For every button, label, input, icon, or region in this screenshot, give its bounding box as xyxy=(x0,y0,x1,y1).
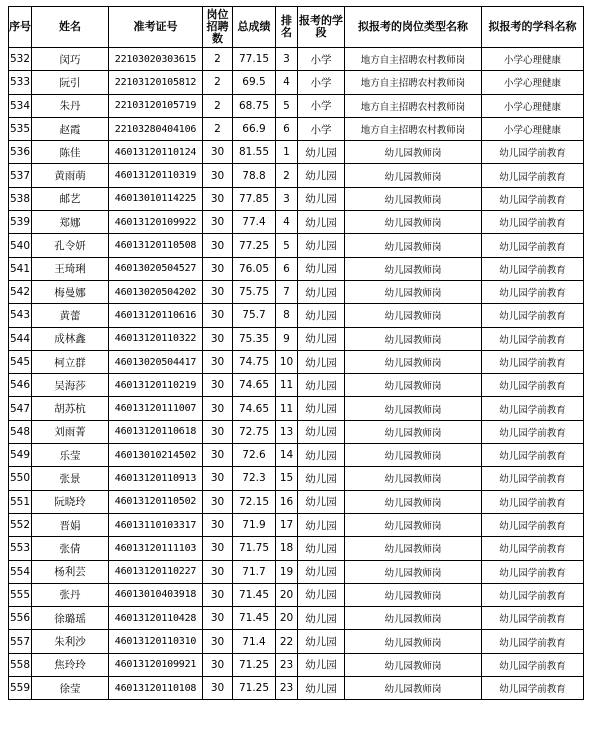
cell-post-type: 幼儿园教师岗 xyxy=(345,211,482,234)
cell-rank: 6 xyxy=(276,257,298,280)
header-name: 姓名 xyxy=(32,7,109,48)
cell-stage: 幼儿园 xyxy=(298,630,345,653)
cell-rank: 23 xyxy=(276,653,298,676)
cell-exam-id: 22103280404106 xyxy=(109,117,203,140)
cell-subject: 小学心理健康 xyxy=(482,117,584,140)
cell-name: 柯立群 xyxy=(32,350,109,373)
cell-post-type: 幼儿园教师岗 xyxy=(345,164,482,187)
cell-stage: 幼儿园 xyxy=(298,141,345,164)
cell-rank: 22 xyxy=(276,630,298,653)
cell-name: 吴海莎 xyxy=(32,374,109,397)
table-row xyxy=(9,211,584,234)
cell-exam-id: 46013120111007 xyxy=(109,397,203,420)
cell-subject: 幼儿园学前教育 xyxy=(482,630,584,653)
cell-subject: 幼儿园学前教育 xyxy=(482,677,584,700)
cell-post-type: 幼儿园教师岗 xyxy=(345,280,482,303)
cell-serial-no: 536 xyxy=(9,141,32,164)
cell-post-type: 幼儿园教师岗 xyxy=(345,234,482,257)
cell-positions: 30 xyxy=(203,211,233,234)
cell-exam-id: 46013120109921 xyxy=(109,653,203,676)
cell-serial-no: 545 xyxy=(9,350,32,373)
cell-rank: 5 xyxy=(276,94,298,117)
cell-total-score: 71.25 xyxy=(233,653,276,676)
cell-serial-no: 538 xyxy=(9,187,32,210)
cell-subject: 幼儿园学前教育 xyxy=(482,513,584,536)
cell-name: 乐莹 xyxy=(32,444,109,467)
cell-exam-id: 46013120110428 xyxy=(109,607,203,630)
cell-exam-id: 46013120110508 xyxy=(109,234,203,257)
cell-serial-no: 535 xyxy=(9,117,32,140)
cell-stage: 幼儿园 xyxy=(298,280,345,303)
cell-rank: 23 xyxy=(276,677,298,700)
cell-name: 孔令妍 xyxy=(32,234,109,257)
cell-stage: 幼儿园 xyxy=(298,327,345,350)
cell-subject: 幼儿园学前教育 xyxy=(482,653,584,676)
cell-serial-no: 542 xyxy=(9,280,32,303)
cell-stage: 幼儿园 xyxy=(298,677,345,700)
cell-exam-id: 46013120110219 xyxy=(109,374,203,397)
table-row xyxy=(9,630,584,653)
cell-stage: 幼儿园 xyxy=(298,583,345,606)
cell-subject: 幼儿园学前教育 xyxy=(482,607,584,630)
cell-rank: 18 xyxy=(276,537,298,560)
table-row xyxy=(9,350,584,373)
cell-name: 张景 xyxy=(32,467,109,490)
cell-name: 黄蕾 xyxy=(32,304,109,327)
cell-subject: 幼儿园学前教育 xyxy=(482,490,584,513)
cell-serial-no: 540 xyxy=(9,234,32,257)
cell-rank: 2 xyxy=(276,164,298,187)
cell-post-type: 幼儿园教师岗 xyxy=(345,677,482,700)
cell-total-score: 74.75 xyxy=(233,350,276,373)
cell-stage: 幼儿园 xyxy=(298,420,345,443)
cell-subject: 幼儿园学前教育 xyxy=(482,537,584,560)
cell-rank: 11 xyxy=(276,397,298,420)
header-post-type: 拟报考的岗位类型名称 xyxy=(345,7,482,48)
table-row xyxy=(9,397,584,420)
cell-positions: 30 xyxy=(203,164,233,187)
cell-total-score: 75.75 xyxy=(233,280,276,303)
table-row xyxy=(9,187,584,210)
cell-serial-no: 553 xyxy=(9,537,32,560)
cell-name: 杨利芸 xyxy=(32,560,109,583)
cell-subject: 幼儿园学前教育 xyxy=(482,420,584,443)
table-row xyxy=(9,374,584,397)
cell-rank: 16 xyxy=(276,490,298,513)
cell-positions: 30 xyxy=(203,397,233,420)
cell-stage: 小学 xyxy=(298,94,345,117)
cell-positions: 30 xyxy=(203,350,233,373)
cell-positions: 30 xyxy=(203,304,233,327)
cell-positions: 30 xyxy=(203,677,233,700)
cell-total-score: 77.4 xyxy=(233,211,276,234)
cell-total-score: 75.35 xyxy=(233,327,276,350)
cell-total-score: 71.45 xyxy=(233,583,276,606)
cell-positions: 30 xyxy=(203,583,233,606)
cell-exam-id: 46013120110618 xyxy=(109,420,203,443)
cell-total-score: 81.55 xyxy=(233,141,276,164)
table-row xyxy=(9,560,584,583)
cell-subject: 幼儿园学前教育 xyxy=(482,327,584,350)
cell-subject: 幼儿园学前教育 xyxy=(482,467,584,490)
cell-total-score: 74.65 xyxy=(233,374,276,397)
cell-total-score: 71.45 xyxy=(233,607,276,630)
table-row xyxy=(9,304,584,327)
cell-positions: 2 xyxy=(203,48,233,71)
cell-total-score: 72.3 xyxy=(233,467,276,490)
cell-stage: 幼儿园 xyxy=(298,607,345,630)
cell-exam-id: 46013120110502 xyxy=(109,490,203,513)
cell-stage: 幼儿园 xyxy=(298,234,345,257)
cell-total-score: 71.25 xyxy=(233,677,276,700)
header-stage: 报考的学段 xyxy=(298,7,345,48)
cell-name: 闵巧 xyxy=(32,48,109,71)
cell-total-score: 71.75 xyxy=(233,537,276,560)
cell-total-score: 68.75 xyxy=(233,94,276,117)
cell-stage: 小学 xyxy=(298,48,345,71)
cell-post-type: 幼儿园教师岗 xyxy=(345,513,482,536)
cell-rank: 17 xyxy=(276,513,298,536)
cell-total-score: 72.15 xyxy=(233,490,276,513)
cell-positions: 30 xyxy=(203,187,233,210)
cell-positions: 30 xyxy=(203,234,233,257)
cell-stage: 幼儿园 xyxy=(298,537,345,560)
cell-subject: 小学心理健康 xyxy=(482,71,584,94)
cell-serial-no: 532 xyxy=(9,48,32,71)
cell-subject: 幼儿园学前教育 xyxy=(482,141,584,164)
cell-name: 邮艺 xyxy=(32,187,109,210)
cell-positions: 2 xyxy=(203,117,233,140)
table-row xyxy=(9,94,584,117)
cell-post-type: 幼儿园教师岗 xyxy=(345,467,482,490)
cell-subject: 幼儿园学前教育 xyxy=(482,257,584,280)
table-row xyxy=(9,48,584,71)
table-row xyxy=(9,327,584,350)
cell-total-score: 71.7 xyxy=(233,560,276,583)
cell-serial-no: 554 xyxy=(9,560,32,583)
header-positions: 岗位招聘数 xyxy=(203,7,233,48)
cell-name: 王琦琍 xyxy=(32,257,109,280)
cell-serial-no: 552 xyxy=(9,513,32,536)
cell-subject: 幼儿园学前教育 xyxy=(482,397,584,420)
cell-total-score: 72.6 xyxy=(233,444,276,467)
cell-name: 梅曼娜 xyxy=(32,280,109,303)
cell-name: 陈佳 xyxy=(32,141,109,164)
results-table xyxy=(8,6,584,700)
cell-subject: 幼儿园学前教育 xyxy=(482,280,584,303)
cell-name: 晋娟 xyxy=(32,513,109,536)
cell-exam-id: 46013120110913 xyxy=(109,467,203,490)
cell-post-type: 地方自主招聘农村教师岗 xyxy=(345,117,482,140)
cell-serial-no: 547 xyxy=(9,397,32,420)
cell-serial-no: 544 xyxy=(9,327,32,350)
table-row xyxy=(9,677,584,700)
cell-positions: 2 xyxy=(203,71,233,94)
cell-rank: 10 xyxy=(276,350,298,373)
cell-positions: 30 xyxy=(203,141,233,164)
cell-rank: 3 xyxy=(276,48,298,71)
cell-total-score: 71.9 xyxy=(233,513,276,536)
cell-post-type: 幼儿园教师岗 xyxy=(345,187,482,210)
cell-post-type: 幼儿园教师岗 xyxy=(345,327,482,350)
table-row xyxy=(9,607,584,630)
cell-subject: 小学心理健康 xyxy=(482,94,584,117)
cell-total-score: 74.65 xyxy=(233,397,276,420)
cell-name: 张丹 xyxy=(32,583,109,606)
cell-serial-no: 550 xyxy=(9,467,32,490)
cell-subject: 幼儿园学前教育 xyxy=(482,560,584,583)
cell-exam-id: 46013120110227 xyxy=(109,560,203,583)
cell-positions: 30 xyxy=(203,560,233,583)
cell-serial-no: 557 xyxy=(9,630,32,653)
cell-post-type: 幼儿园教师岗 xyxy=(345,607,482,630)
cell-total-score: 72.75 xyxy=(233,420,276,443)
cell-subject: 幼儿园学前教育 xyxy=(482,583,584,606)
cell-stage: 小学 xyxy=(298,71,345,94)
cell-name: 郑娜 xyxy=(32,211,109,234)
cell-name: 阮晓玲 xyxy=(32,490,109,513)
cell-positions: 30 xyxy=(203,537,233,560)
cell-serial-no: 548 xyxy=(9,420,32,443)
cell-post-type: 地方自主招聘农村教师岗 xyxy=(345,48,482,71)
cell-rank: 6 xyxy=(276,117,298,140)
cell-post-type: 幼儿园教师岗 xyxy=(345,583,482,606)
cell-rank: 1 xyxy=(276,141,298,164)
cell-exam-id: 46013020504417 xyxy=(109,350,203,373)
cell-rank: 20 xyxy=(276,607,298,630)
cell-serial-no: 549 xyxy=(9,444,32,467)
cell-stage: 幼儿园 xyxy=(298,444,345,467)
cell-name: 成林鑫 xyxy=(32,327,109,350)
cell-rank: 8 xyxy=(276,304,298,327)
cell-post-type: 幼儿园教师岗 xyxy=(345,304,482,327)
cell-name: 胡苏杭 xyxy=(32,397,109,420)
cell-serial-no: 534 xyxy=(9,94,32,117)
cell-exam-id: 46013020504202 xyxy=(109,280,203,303)
cell-exam-id: 46013010114225 xyxy=(109,187,203,210)
cell-total-score: 76.05 xyxy=(233,257,276,280)
cell-post-type: 幼儿园教师岗 xyxy=(345,420,482,443)
cell-positions: 30 xyxy=(203,420,233,443)
cell-post-type: 幼儿园教师岗 xyxy=(345,560,482,583)
cell-rank: 15 xyxy=(276,467,298,490)
cell-name: 张倩 xyxy=(32,537,109,560)
table-row xyxy=(9,513,584,536)
cell-stage: 幼儿园 xyxy=(298,560,345,583)
header-rank: 排名 xyxy=(276,7,298,48)
cell-rank: 4 xyxy=(276,71,298,94)
cell-stage: 幼儿园 xyxy=(298,304,345,327)
cell-name: 徐璐瑶 xyxy=(32,607,109,630)
cell-exam-id: 46013010403918 xyxy=(109,583,203,606)
cell-post-type: 地方自主招聘农村教师岗 xyxy=(345,94,482,117)
cell-serial-no: 543 xyxy=(9,304,32,327)
cell-positions: 30 xyxy=(203,630,233,653)
cell-positions: 30 xyxy=(203,653,233,676)
cell-rank: 9 xyxy=(276,327,298,350)
table-row xyxy=(9,583,584,606)
table-row xyxy=(9,653,584,676)
cell-serial-no: 559 xyxy=(9,677,32,700)
cell-stage: 小学 xyxy=(298,117,345,140)
header-serial-no: 序号 xyxy=(9,7,32,48)
header-total-score: 总成绩 xyxy=(233,7,276,48)
cell-stage: 幼儿园 xyxy=(298,490,345,513)
cell-stage: 幼儿园 xyxy=(298,164,345,187)
cell-positions: 30 xyxy=(203,467,233,490)
cell-stage: 幼儿园 xyxy=(298,513,345,536)
cell-exam-id: 46013120110124 xyxy=(109,141,203,164)
cell-post-type: 幼儿园教师岗 xyxy=(345,444,482,467)
cell-exam-id: 46013010214502 xyxy=(109,444,203,467)
cell-total-score: 78.8 xyxy=(233,164,276,187)
cell-exam-id: 22103120105719 xyxy=(109,94,203,117)
cell-positions: 30 xyxy=(203,280,233,303)
table-row xyxy=(9,280,584,303)
cell-subject: 幼儿园学前教育 xyxy=(482,211,584,234)
cell-name: 焦玲玲 xyxy=(32,653,109,676)
cell-total-score: 71.4 xyxy=(233,630,276,653)
cell-post-type: 幼儿园教师岗 xyxy=(345,397,482,420)
table-row xyxy=(9,467,584,490)
cell-exam-id: 46013110103317 xyxy=(109,513,203,536)
cell-positions: 30 xyxy=(203,607,233,630)
header-subject: 拟报考的学科名称 xyxy=(482,7,584,48)
cell-rank: 19 xyxy=(276,560,298,583)
cell-positions: 30 xyxy=(203,490,233,513)
table-body xyxy=(9,48,584,700)
cell-serial-no: 539 xyxy=(9,211,32,234)
cell-rank: 11 xyxy=(276,374,298,397)
cell-stage: 幼儿园 xyxy=(298,467,345,490)
table-row xyxy=(9,490,584,513)
cell-positions: 30 xyxy=(203,257,233,280)
cell-positions: 2 xyxy=(203,94,233,117)
cell-name: 黄雨萌 xyxy=(32,164,109,187)
cell-name: 朱利沙 xyxy=(32,630,109,653)
table-row xyxy=(9,141,584,164)
cell-exam-id: 46013120110319 xyxy=(109,164,203,187)
cell-subject: 小学心理健康 xyxy=(482,48,584,71)
cell-rank: 5 xyxy=(276,234,298,257)
cell-exam-id: 46013120110108 xyxy=(109,677,203,700)
cell-rank: 7 xyxy=(276,280,298,303)
table-header-row xyxy=(9,7,584,48)
cell-name: 徐莹 xyxy=(32,677,109,700)
cell-exam-id: 46013120109922 xyxy=(109,211,203,234)
cell-name: 朱丹 xyxy=(32,94,109,117)
cell-stage: 幼儿园 xyxy=(298,653,345,676)
cell-subject: 幼儿园学前教育 xyxy=(482,444,584,467)
results-table-container xyxy=(8,6,584,700)
cell-serial-no: 546 xyxy=(9,374,32,397)
cell-post-type: 幼儿园教师岗 xyxy=(345,653,482,676)
cell-rank: 3 xyxy=(276,187,298,210)
cell-stage: 幼儿园 xyxy=(298,211,345,234)
cell-stage: 幼儿园 xyxy=(298,397,345,420)
cell-post-type: 幼儿园教师岗 xyxy=(345,537,482,560)
cell-serial-no: 541 xyxy=(9,257,32,280)
cell-rank: 20 xyxy=(276,583,298,606)
cell-stage: 幼儿园 xyxy=(298,187,345,210)
header-exam-id: 准考证号 xyxy=(109,7,203,48)
cell-exam-id: 46013120110616 xyxy=(109,304,203,327)
cell-name: 刘雨菁 xyxy=(32,420,109,443)
table-row xyxy=(9,444,584,467)
cell-subject: 幼儿园学前教育 xyxy=(482,374,584,397)
cell-stage: 幼儿园 xyxy=(298,350,345,373)
cell-serial-no: 558 xyxy=(9,653,32,676)
cell-total-score: 77.15 xyxy=(233,48,276,71)
cell-positions: 30 xyxy=(203,444,233,467)
cell-exam-id: 22103020303615 xyxy=(109,48,203,71)
cell-exam-id: 46013020504527 xyxy=(109,257,203,280)
cell-total-score: 69.5 xyxy=(233,71,276,94)
cell-post-type: 幼儿园教师岗 xyxy=(345,141,482,164)
cell-name: 阮引 xyxy=(32,71,109,94)
cell-name: 赵霞 xyxy=(32,117,109,140)
table-row xyxy=(9,71,584,94)
table-row xyxy=(9,164,584,187)
cell-serial-no: 533 xyxy=(9,71,32,94)
table-row xyxy=(9,257,584,280)
cell-subject: 幼儿园学前教育 xyxy=(482,164,584,187)
cell-total-score: 75.7 xyxy=(233,304,276,327)
cell-post-type: 幼儿园教师岗 xyxy=(345,350,482,373)
cell-positions: 30 xyxy=(203,374,233,397)
cell-rank: 4 xyxy=(276,211,298,234)
cell-exam-id: 46013120110322 xyxy=(109,327,203,350)
cell-exam-id: 46013120110310 xyxy=(109,630,203,653)
cell-rank: 14 xyxy=(276,444,298,467)
cell-serial-no: 537 xyxy=(9,164,32,187)
table-row xyxy=(9,537,584,560)
cell-post-type: 幼儿园教师岗 xyxy=(345,490,482,513)
table-row xyxy=(9,117,584,140)
cell-subject: 幼儿园学前教育 xyxy=(482,304,584,327)
cell-positions: 30 xyxy=(203,513,233,536)
cell-exam-id: 22103120105812 xyxy=(109,71,203,94)
cell-total-score: 77.25 xyxy=(233,234,276,257)
table-row xyxy=(9,234,584,257)
cell-post-type: 幼儿园教师岗 xyxy=(345,630,482,653)
cell-stage: 幼儿园 xyxy=(298,374,345,397)
cell-exam-id: 46013120111103 xyxy=(109,537,203,560)
cell-post-type: 幼儿园教师岗 xyxy=(345,257,482,280)
cell-total-score: 66.9 xyxy=(233,117,276,140)
cell-subject: 幼儿园学前教育 xyxy=(482,350,584,373)
cell-serial-no: 551 xyxy=(9,490,32,513)
cell-stage: 幼儿园 xyxy=(298,257,345,280)
cell-serial-no: 556 xyxy=(9,607,32,630)
cell-subject: 幼儿园学前教育 xyxy=(482,234,584,257)
cell-subject: 幼儿园学前教育 xyxy=(482,187,584,210)
cell-serial-no: 555 xyxy=(9,583,32,606)
cell-rank: 13 xyxy=(276,420,298,443)
cell-post-type: 幼儿园教师岗 xyxy=(345,374,482,397)
cell-post-type: 地方自主招聘农村教师岗 xyxy=(345,71,482,94)
cell-positions: 30 xyxy=(203,327,233,350)
table-row xyxy=(9,420,584,443)
cell-total-score: 77.85 xyxy=(233,187,276,210)
